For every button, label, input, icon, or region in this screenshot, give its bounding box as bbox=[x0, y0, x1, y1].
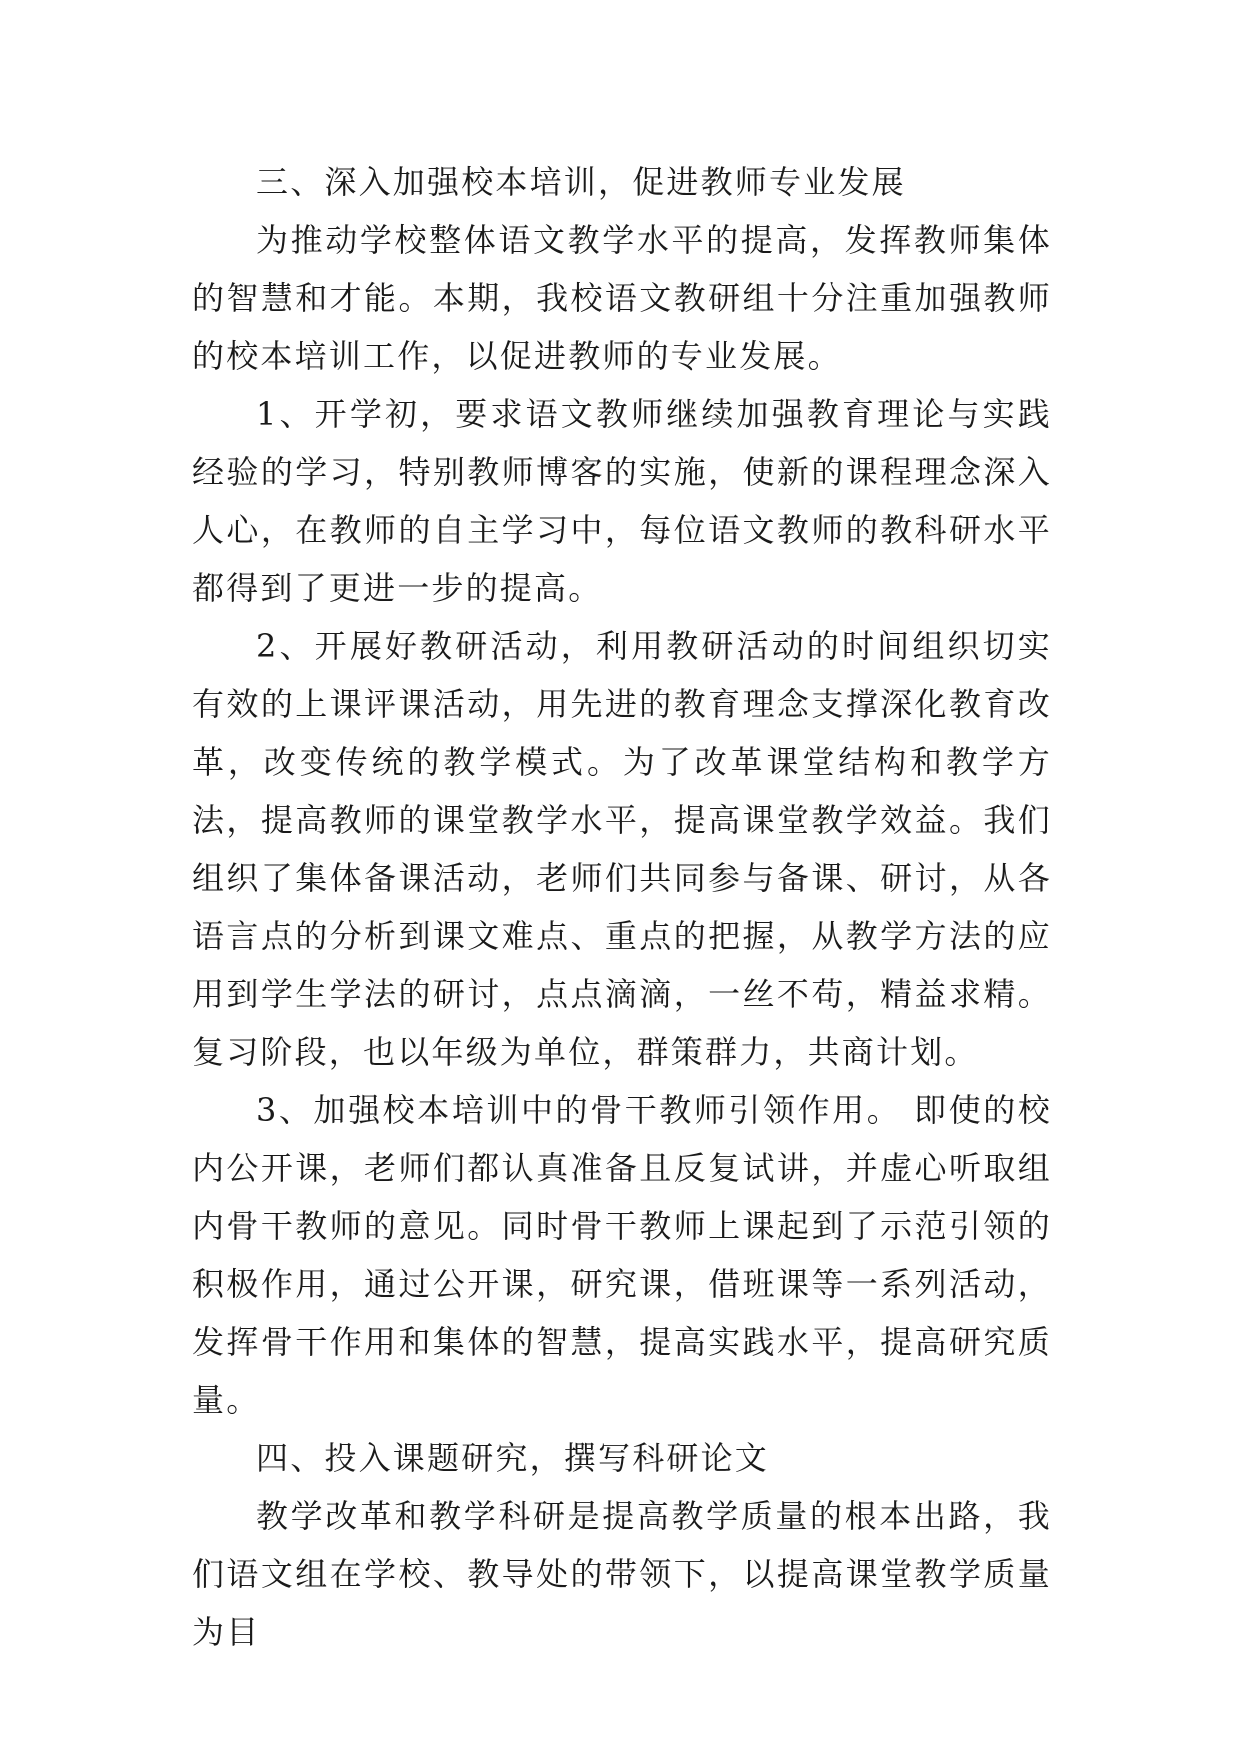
section-heading-4: 四、投入课题研究，撰写科研论文 bbox=[256, 1439, 770, 1477]
document-body bbox=[192, 153, 1052, 1661]
section-heading-3: 三、深入加强校本培训，促进教师专业发展 bbox=[256, 163, 906, 201]
paragraph-item-1: 1、开学初，要求语文教师继续加强教育理论与实践经验的学习，特别教师博客的实施，使新的课程理念深入人心，在教师的自主学习中，每位语文教师的教科研水平都得到了更进一步的提高。 bbox=[192, 395, 1052, 607]
paragraph-item-3: 3、加强校本培训中的骨干教师引领作用。 即使的校内公开课，老师们都认真准备且反复试讲，并虚心听取组内骨干教师的意见。同时骨干教师上课起到了示范引领的积极作用，通过公开课，研究课，借班课等一系列活动，发挥骨干作用和集体的智慧，提高实践水平，提高研究质量。 bbox=[192, 1091, 1052, 1419]
paragraph-intro: 为推动学校整体语文教学水平的提高，发挥教师集体的智慧和才能。本期，我校语文教研组十分注重加强教师的校本培训工作，以促进教师的专业发展。 bbox=[192, 221, 1052, 375]
paragraph-item-2: 2、开展好教研活动，利用教研活动的时间组织切实有效的上课评课活动，用先进的教育理念支撑深化教育改革，改变传统的教学模式。为了改革课堂结构和教学方法，提高教师的课堂教学水平，提高课堂教学效益。我们组织了集体备课活动，老师们共同参与备课、研讨，从各语言点的分析到课文难点、重点的把握，从教学方法的应用到学生学法的研讨，点点滴滴，一丝不苟，精益求精。复习阶段，也以年级为单位，群策群力，共商计划。 bbox=[192, 627, 1052, 1071]
paragraph-research: 教学改革和教学科研是提高教学质量的根本出路，我们语文组在学校、教导处的带领下，以提高课堂教学质量为目 bbox=[192, 1497, 1052, 1651]
